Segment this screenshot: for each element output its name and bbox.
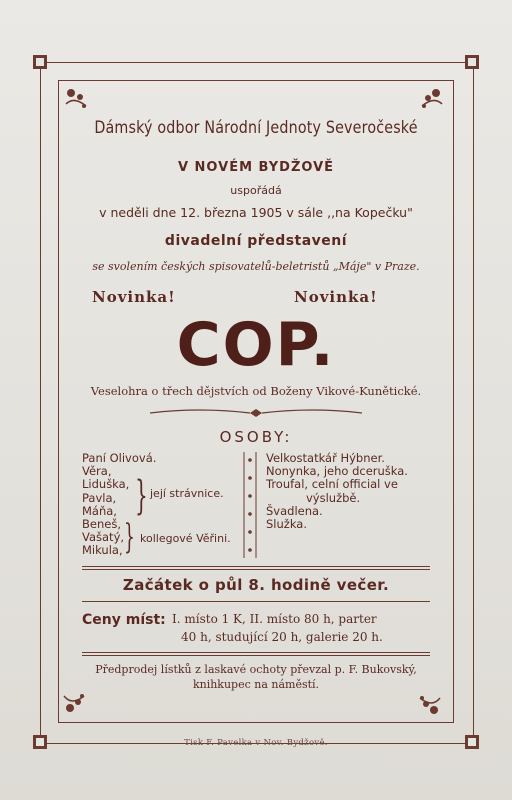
cast-left-item: Vašatý,: [82, 530, 125, 545]
cast-left-item: Mikula,: [82, 543, 123, 558]
flourish-bottom-left-icon: [60, 690, 88, 718]
rule-below-start: [82, 601, 430, 602]
cast-left-item: Paní Olivová.: [82, 451, 157, 465]
cast-right-item: Služka.: [266, 517, 307, 532]
start-time: Začátek o půl 8. hodině večer.: [122, 576, 390, 594]
rule-below-prices: [82, 652, 430, 653]
cast-left-item: Máňa,: [82, 503, 117, 518]
cast-left-item: Liduška,: [82, 477, 130, 492]
prices-line-1: I. místo 1 K, II. místo 80 h, parter: [172, 612, 377, 626]
flourish-bottom-right-icon: [416, 692, 444, 720]
prices-line-2: 40 h, studující 20 h, galerie 20 h.: [181, 630, 383, 644]
play-title: COP.: [176, 310, 336, 380]
permission-line: se svolením českých spisovatelů-beletristů „Máje" v Praze.: [92, 260, 420, 273]
presale-line-1: Předprodej lístků z laskavé ochoty převzal p. F. Bukovský,: [95, 663, 417, 676]
cast-right-item: výslužbě.: [306, 490, 361, 505]
cast-right-item: Švadlena.: [266, 503, 323, 518]
cast-right-column: [266, 452, 408, 531]
event-type: divadelní představení: [164, 233, 348, 249]
date-line: v neděli dne 12. března 1905 v sále ,,na Kopečku": [99, 205, 413, 220]
novelty-label-left: Novinka!: [92, 288, 176, 306]
flourish-top-right-icon: [418, 84, 446, 112]
corner-square-top-right: [465, 55, 479, 69]
ornament-divider-icon: [150, 406, 362, 420]
printer-footer: Tisk F. Pavelka v Nov. Bydžově.: [184, 738, 328, 748]
play-subtitle: Veselohra o třech dějstvích od Boženy Vikové-Kunětické.: [90, 384, 422, 398]
novelty-label-right: Novinka!: [294, 288, 378, 306]
presale-line-2: knihkupec na náměstí.: [192, 678, 320, 691]
rule-below-prices-2: [82, 655, 430, 656]
brace-group-2: }: [124, 517, 135, 557]
flourish-top-left-icon: [62, 84, 90, 112]
cast-right-item: Velkostatkář Hýbner.: [266, 451, 385, 465]
cast-group-1-label: její strávnice.: [150, 487, 224, 500]
brace-group-1: }: [135, 473, 148, 519]
cast-heading: OSOBY:: [219, 428, 293, 446]
cast-group-2-label: kollegové Věřini.: [140, 532, 231, 545]
cast-left-item: Věra,: [82, 464, 112, 479]
arranges-text: uspořádá: [230, 184, 282, 197]
cast-right-item: Troufal, celní official ve: [266, 477, 398, 492]
corner-square-top-left: [33, 55, 47, 69]
cast-left-item: Beneš,: [82, 517, 121, 532]
cast-column-divider-icon: [240, 452, 260, 558]
rule-above-start: [82, 566, 430, 567]
organizer-title: Dámský odbor Národní Jednoty Severočeské: [94, 118, 418, 138]
town-title: V NOVÉM BYDŽOVĚ: [177, 160, 335, 175]
prices-label: Ceny míst:: [82, 612, 166, 628]
cast-left-item: Pavla,: [82, 490, 117, 505]
cast-right-item: Nonynka, jeho dceruška.: [266, 464, 408, 479]
rule-above-start-2: [82, 569, 430, 570]
